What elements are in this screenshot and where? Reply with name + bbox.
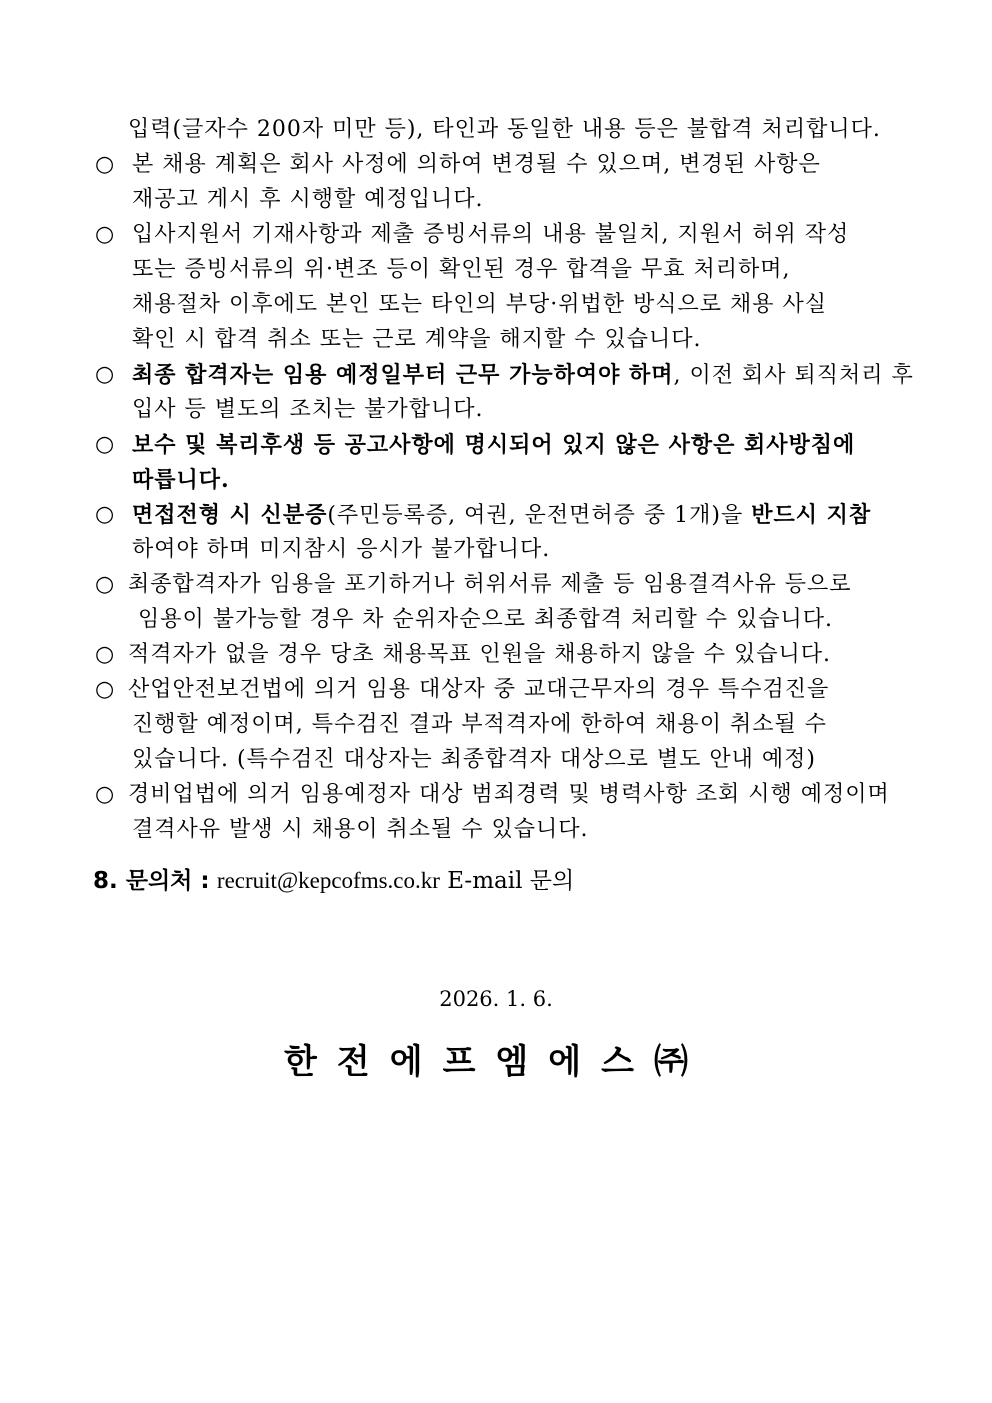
notice-text: , 이전 회사 퇴직처리 후 (673, 363, 914, 388)
notice-line: 적격자가 없을 경우 당초 채용목표 인원을 채용하지 않을 수 있습니다. (128, 642, 831, 667)
notice-line: 입사 등 별도의 조치는 불가합니다. (132, 397, 484, 422)
contact-email: recruit@kepcofms.co.kr (216, 868, 440, 893)
company-name: 한전에프엠에스㈜ (284, 1042, 708, 1082)
notice-line: 결격사유 발생 시 채용이 취소될 수 있습니다. (132, 817, 589, 842)
bullet-icon: ○ (95, 572, 115, 597)
notice-line-emphasis: 보수 및 복리후생 등 공고사항에 명시되어 있지 않은 사항은 회사방침에 (132, 432, 856, 458)
bullet-icon: ○ (95, 222, 115, 247)
contact-label: 8. 문의처 : (93, 868, 210, 894)
bullet-icon: ○ (95, 677, 115, 702)
notice-line: 진행할 예정이며, 특수검진 결과 부적격자에 한하여 채용이 취소될 수 (132, 712, 827, 737)
notice-line (132, 500, 871, 531)
notice-line: 또는 증빙서류의 위·변조 등이 확인된 경우 합격을 무효 처리하며, (132, 257, 791, 282)
notice-line: 있습니다. (특수검진 대상자는 최종합격자 대상으로 별도 안내 예정) (132, 747, 816, 772)
emphasis-text: 반드시 지참 (751, 502, 872, 528)
notice-line: 재공고 게시 후 시행할 예정입니다. (132, 187, 484, 212)
bullet-icon: ○ (95, 502, 115, 527)
bullet-icon: ○ (95, 432, 115, 457)
contact-suffix: E-mail 문의 (447, 868, 575, 894)
notice-line-emphasis: 따릅니다. (132, 467, 230, 493)
emphasis-text: 최종 합격자는 임용 예정일부터 근무 가능하여야 하며 (132, 362, 674, 388)
notice-line: 경비업법에 의거 임용예정자 대상 범죄경력 및 병력사항 조회 시행 예정이며 (128, 782, 890, 807)
notice-line: 최종합격자가 임용을 포기하거나 허위서류 제출 등 임용결격사유 등으로 (128, 572, 852, 597)
notice-line: 채용절차 이후에도 본인 또는 타인의 부당·위법한 방식으로 채용 사실 (132, 292, 827, 317)
notice-line: 입사지원서 기재사항과 제출 증빙서류의 내용 불일치, 지원서 허위 작성 (132, 222, 850, 247)
notice-continuation: 입력(글자수 200자 미만 등), 타인과 동일한 내용 등은 불합격 처리합니다. (128, 117, 881, 142)
bullet-icon: ○ (95, 362, 115, 387)
notice-line: 하여야 하며 미지참시 응시가 불가합니다. (132, 537, 551, 562)
notice-line: 본 채용 계획은 회사 사정에 의하여 변경될 수 있으며, 변경된 사항은 (132, 152, 821, 177)
bullet-icon: ○ (95, 152, 115, 177)
notice-text: (주민등록증, 여권, 운전면허증 중 1개)을 (327, 503, 752, 528)
notice-line: 산업안전보건법에 의거 임용 대상자 중 교대근무자의 경우 특수검진을 (128, 677, 830, 702)
notice-line: 확인 시 합격 취소 또는 근로 계약을 해지할 수 있습니다. (132, 327, 702, 352)
contact-section (93, 865, 574, 897)
bullet-icon: ○ (95, 642, 115, 667)
emphasis-text: 면접전형 시 신분증 (132, 502, 328, 528)
notice-line (132, 360, 914, 391)
document-date: 2026. 1. 6. (439, 987, 553, 1011)
bullet-icon: ○ (95, 782, 115, 807)
notice-line: 임용이 불가능할 경우 차 순위자순으로 최종합격 처리할 수 있습니다. (138, 607, 833, 632)
